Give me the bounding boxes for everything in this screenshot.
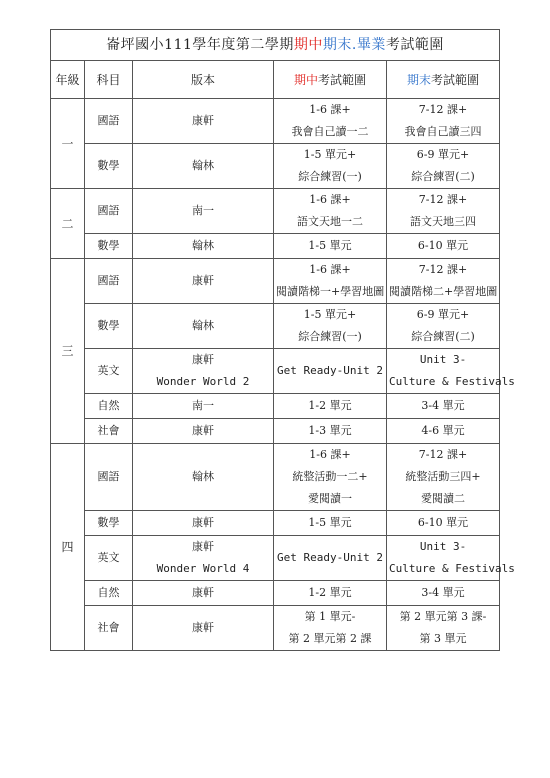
final-cell <box>387 189 500 234</box>
edition-cell: 康軒 <box>133 99 274 144</box>
final-line: 6-9 單元+ <box>416 308 470 321</box>
edition-cell: 康軒 <box>133 581 274 606</box>
subject-cell: 英文 <box>85 536 133 581</box>
table-row <box>51 144 500 189</box>
final-line: 統整活動三四+ <box>405 470 481 483</box>
table-row <box>51 99 500 144</box>
midterm-cell <box>274 349 387 394</box>
edition-cell: 南一 <box>133 394 274 419</box>
edition-cell: 康軒 <box>133 419 274 444</box>
subject-cell: 社會 <box>85 419 133 444</box>
edition-cell: 翰林 <box>133 304 274 349</box>
edition-line: 康軒 <box>192 353 214 366</box>
midterm-line: Get Ready-Unit 2 <box>277 364 383 377</box>
midterm-line: 1-5 單元 <box>308 516 352 529</box>
midterm-cell <box>274 511 387 536</box>
midterm-cell <box>274 536 387 581</box>
table-row <box>51 536 500 581</box>
final-line: 6-10 單元 <box>417 516 469 529</box>
table-row <box>51 234 500 259</box>
final-cell <box>387 349 515 394</box>
final-line: 綜合練習(二) <box>411 330 475 343</box>
header-midterm-scope <box>274 61 387 99</box>
midterm-line: 1-6 課+ <box>309 448 351 461</box>
final-line: 閱讀階梯二+學習地圖 <box>389 285 498 298</box>
header-subject: 科目 <box>85 61 133 99</box>
final-line: 7-12 課+ <box>418 263 468 276</box>
grade-cell-2: 二 <box>51 189 85 259</box>
grade-cell-4: 四 <box>51 444 85 651</box>
midterm-line: 1-2 單元 <box>308 586 352 599</box>
header-edition: 版本 <box>133 61 274 99</box>
subject-cell: 數學 <box>85 234 133 259</box>
title-graduation: 畢業 <box>356 37 386 53</box>
midterm-line: 綜合練習(一) <box>298 330 362 343</box>
final-cell <box>387 99 500 144</box>
header-grade: 年級 <box>51 61 85 99</box>
table-row <box>51 349 500 394</box>
midterm-line: 統整活動一二+ <box>292 470 368 483</box>
header-row <box>51 61 500 99</box>
midterm-line: 第 2 單元第 2 課 <box>288 632 372 645</box>
table-row <box>51 419 500 444</box>
final-cell <box>387 511 500 536</box>
final-cell <box>387 581 500 606</box>
midterm-line: 1-5 單元 <box>308 239 352 252</box>
final-line: Unit 3- <box>419 540 467 553</box>
edition-line: Wonder World 4 <box>156 562 250 575</box>
final-line: 3-4 單元 <box>421 399 465 412</box>
midterm-cell <box>274 259 387 304</box>
midterm-line: 1-5 單元+ <box>303 148 357 161</box>
midterm-line: 綜合練習(一) <box>298 170 362 183</box>
midterm-line: 1-2 單元 <box>308 399 352 412</box>
final-cell <box>387 419 500 444</box>
final-cell <box>387 259 500 304</box>
table-row <box>51 444 500 511</box>
header-final-label: 期末 <box>407 72 432 87</box>
subject-cell: 數學 <box>85 511 133 536</box>
midterm-cell <box>274 189 387 234</box>
final-line: 7-12 課+ <box>418 448 468 461</box>
edition-cell: 南一 <box>133 189 274 234</box>
midterm-line: 1-6 課+ <box>309 103 351 116</box>
final-line: Culture & Festivals <box>389 562 515 575</box>
midterm-line: 愛閱讀一 <box>308 492 352 505</box>
final-line: 6-10 單元 <box>417 239 469 252</box>
title-final: 期末. <box>322 37 357 53</box>
table-row <box>51 581 500 606</box>
subject-cell: 國語 <box>85 444 133 511</box>
title-suffix: 考試範圍 <box>385 37 444 53</box>
midterm-line: 1-5 單元+ <box>303 308 357 321</box>
final-cell <box>387 144 500 189</box>
final-line: 第 3 單元 <box>419 632 467 645</box>
final-cell <box>387 394 500 419</box>
title-row <box>51 30 500 61</box>
midterm-cell <box>274 99 387 144</box>
page-title <box>51 30 500 61</box>
subject-cell: 自然 <box>85 581 133 606</box>
final-line: Unit 3- <box>419 353 467 366</box>
midterm-line: 1-6 課+ <box>309 193 351 206</box>
header-final-scope <box>387 61 500 99</box>
final-line: 3-4 單元 <box>421 586 465 599</box>
subject-cell: 社會 <box>85 606 133 651</box>
midterm-line: 閱讀階梯一+學習地圖 <box>276 285 385 298</box>
table-row <box>51 394 500 419</box>
final-line: 語文天地三四 <box>410 215 477 228</box>
final-line: 綜合練習(二) <box>411 170 475 183</box>
midterm-cell <box>274 444 387 511</box>
final-line: 愛閱讀二 <box>421 492 466 505</box>
final-cell <box>387 606 500 651</box>
midterm-line: 1-6 課+ <box>309 263 351 276</box>
subject-cell: 數學 <box>85 304 133 349</box>
table-row <box>51 259 500 304</box>
header-final-rest: 考試範圍 <box>431 72 480 87</box>
table-row <box>51 606 500 651</box>
edition-cell: 康軒 <box>133 511 274 536</box>
midterm-cell <box>274 606 387 651</box>
midterm-cell <box>274 144 387 189</box>
final-line: 第 2 單元第 3 課- <box>399 610 487 623</box>
midterm-cell <box>274 394 387 419</box>
subject-cell: 國語 <box>85 99 133 144</box>
final-line: Culture & Festivals <box>389 375 515 388</box>
final-line: 6-9 單元+ <box>416 148 470 161</box>
edition-line: 康軒 <box>192 540 214 553</box>
title-midterm: 期中 <box>293 37 323 53</box>
midterm-line: Get Ready-Unit 2 <box>277 551 383 564</box>
final-cell <box>387 234 500 259</box>
midterm-line: 1-3 單元 <box>308 424 352 437</box>
edition-cell <box>133 349 274 394</box>
final-line: 7-12 課+ <box>418 193 468 206</box>
grade-cell-1: 一 <box>51 99 85 189</box>
final-line: 7-12 課+ <box>418 103 468 116</box>
header-midterm-rest: 考試範圍 <box>318 72 367 87</box>
header-midterm-label: 期中 <box>293 72 318 87</box>
subject-cell: 國語 <box>85 189 133 234</box>
midterm-line: 語文天地一二 <box>297 215 363 228</box>
grade-cell-3: 三 <box>51 259 85 444</box>
midterm-cell <box>274 304 387 349</box>
final-line: 4-6 單元 <box>421 424 465 437</box>
table-row <box>51 304 500 349</box>
edition-line: Wonder World 2 <box>156 375 250 388</box>
midterm-cell <box>274 581 387 606</box>
edition-cell: 翰林 <box>133 144 274 189</box>
edition-cell <box>133 536 274 581</box>
midterm-cell <box>274 419 387 444</box>
final-line: 我會自己讀三四 <box>404 125 482 138</box>
table-row <box>51 189 500 234</box>
edition-cell: 翰林 <box>133 234 274 259</box>
final-cell <box>387 304 500 349</box>
exam-scope-table <box>50 29 515 651</box>
midterm-line: 我會自己讀一二 <box>291 125 369 138</box>
subject-cell: 自然 <box>85 394 133 419</box>
final-cell <box>387 444 500 511</box>
table-row <box>51 511 500 536</box>
midterm-line: 第 1 單元- <box>304 610 356 623</box>
subject-cell: 英文 <box>85 349 133 394</box>
subject-cell: 國語 <box>85 259 133 304</box>
edition-cell: 康軒 <box>133 606 274 651</box>
final-cell <box>387 536 515 581</box>
edition-cell: 康軒 <box>133 259 274 304</box>
subject-cell: 數學 <box>85 144 133 189</box>
midterm-cell <box>274 234 387 259</box>
title-prefix: 崙坪國小111學年度第二學期 <box>106 37 294 53</box>
edition-cell: 翰林 <box>133 444 274 511</box>
